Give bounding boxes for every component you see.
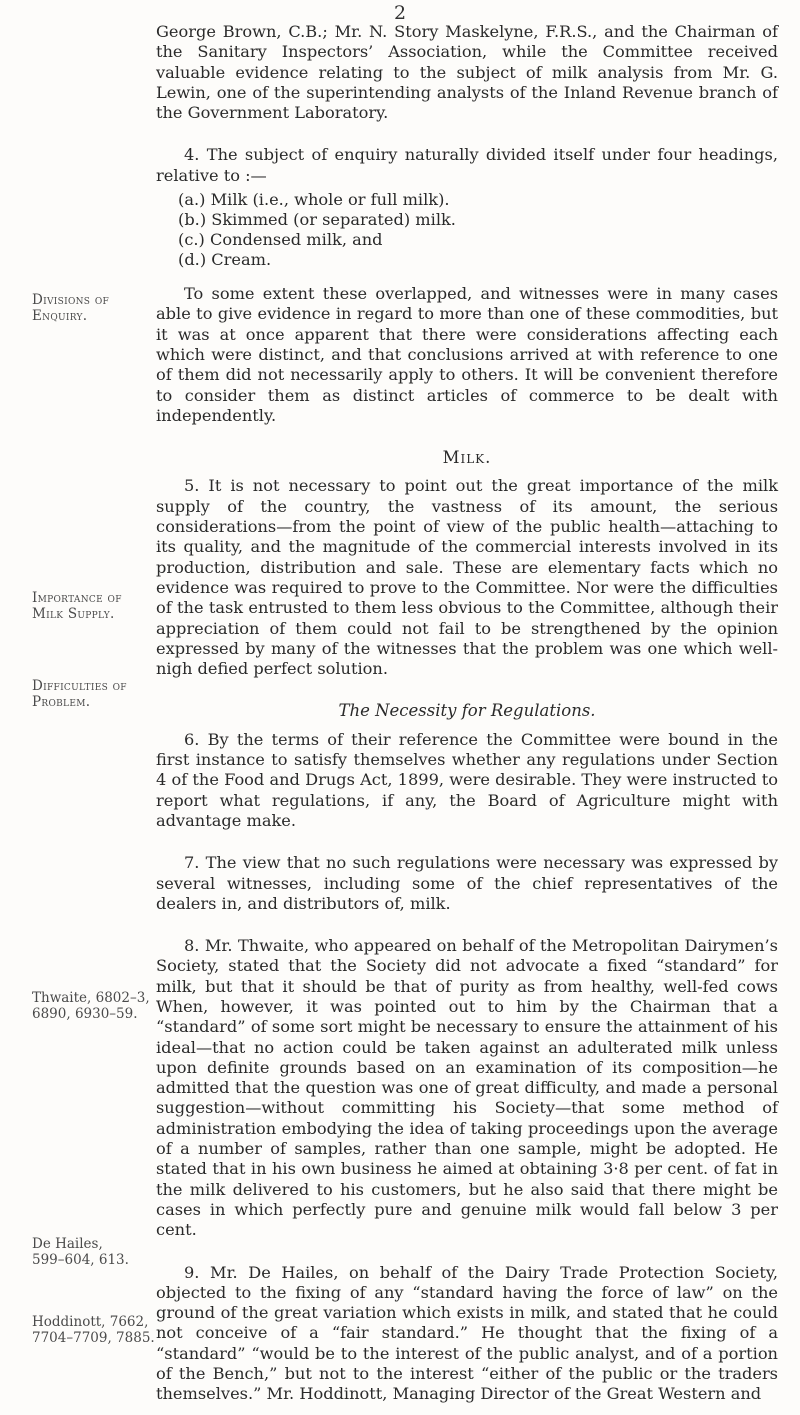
document-body [156, 22, 778, 1415]
list-item: (c.) Condensed milk, and [178, 230, 383, 250]
paragraph-4: 4. The subject of enquiry naturally divided itself under four headings, relative to :— [156, 145, 778, 185]
margin-line: Problem. [32, 694, 91, 710]
margin-line: De Hailes, [32, 1236, 103, 1252]
margin-line: Thwaite, 6802–3, [32, 990, 150, 1006]
margin-line: Difficulties of [32, 678, 127, 694]
paragraph-8: 8. Mr. Thwaite, who appeared on behalf of the Metropolitan Dairymen’s Society, stated that the Society did not advocate a fixed “standard” for milk, but that it should be that of purity as from healthy, well-fed cows When, however, it was pointed out to him by the Chairman that a “standard” of some sort might be necessary to ensure the attainment of his ideal—that no action could be taken against an adulterated milk unless upon definite grounds based on an examination of its composition—he admitted that the question was one of great difficulty, and made a personal suggestion—without committing his Society—that some method of administration embodying the idea of taking proceedings upon the average of a number of samples, rather than one sample, might be adopted. He stated that in his own business he aimed at obtaining 3·8 per cent. of fat in the milk delivered to his customers, but he also said that there might be cases in which perfectly pure and genuine milk would fall below 3 per cent. [156, 936, 778, 1240]
margin-note-importance [32, 590, 152, 622]
intro-paragraph: George Brown, C.B.; Mr. N. Story Maskelyne, F.R.S., and the Chairman of the Sanitary Inspectors’ Association, while the Committee received valuable evidence relating to the subject of milk analysis from Mr. G. Lewin, one of the superintending analysts of the Inland Revenue branch of the Government Laboratory. [156, 22, 778, 123]
section-heading-milk: Milk. [442, 448, 492, 468]
list-item: (b.) Skimmed (or separated) milk. [178, 210, 456, 230]
margin-note-difficulties [32, 678, 152, 710]
paragraph-9: 9. Mr. De Hailes, on behalf of the Dairy Trade Protection Society, objected to the fixing of any “standard having the force of law” on the ground of the great variation which exists in milk, and stated that he could not conceive of a “fair standard.” He thought that the fixing of a “standard” “would be to the interest of the public analyst, and of a portion of the Bench,” but not to the interest “either of the public or the traders themselves.” Mr. Hoddinott, Managing Director of the Great Western and [156, 1262, 778, 1404]
paragraph-overlap: To some extent these overlapped, and witnesses were in many cases able to give evidence in regard to more than one of these commodities, but it was at once apparent that there were considerations affecting each which were distinct, and that conclusions arrived at with reference to one of them did not necessarily apply to others. It will be convenient therefore to consider them as distinct articles of commerce to be dealt with independently. [156, 284, 778, 425]
margin-line: 7704–7709, 7885. [32, 1330, 155, 1346]
section-heading-necessity: The Necessity for Regulations. [338, 701, 596, 721]
paragraph-6: 6. By the terms of their reference the Committee were bound in the first instance to satisfy themselves whether any regulations under Section 4 of the Food and Drugs Act, 1899, were desirable. They were instructed to report what regulations, if any, the Board of Agriculture might with advantage make. [156, 729, 778, 830]
margin-note-divisions [32, 292, 152, 324]
margin-note-de-hailes [32, 1236, 152, 1268]
margin-line: Hoddinott, 7662, [32, 1314, 149, 1330]
margin-note-hoddinott [32, 1314, 155, 1346]
list-item: (d.) Cream. [178, 250, 272, 270]
margin-line: Importance of [32, 590, 122, 606]
margin-line: 6890, 6930–59. [32, 1006, 138, 1022]
margin-line: Divisions of [32, 292, 110, 308]
margin-line: Milk Supply. [32, 606, 115, 622]
margin-line: Enquiry. [32, 308, 88, 324]
paragraph-5: 5. It is not necessary to point out the great importance of the milk supply of the country, the vastness of its amount, the serious considerations—from the point of view of the public health—attaching to its quality, and the magnitude of the commercial interests involved in its production, distribution and sale. These are elementary facts which no evidence was required to prove to the Committee. Nor were the difficulties of the task entrusted to them less obvious to the Committee, although their appreciation of them could not fail to be strengthened by the opinion expressed by many of the witnesses that the problem was one which well-nigh defied perfect solution. [156, 476, 778, 679]
headings-list [178, 190, 778, 270]
margin-note-thwaite [32, 990, 152, 1022]
paragraph-7: 7. The view that no such regulations were necessary was expressed by several witnesses, including some of the chief representatives of the dealers in, and distributors of, milk. [156, 853, 778, 913]
list-item: (a.) Milk (i.e., whole or full milk). [178, 190, 450, 210]
page-number: 2 [393, 2, 407, 24]
margin-line: 599–604, 613. [32, 1252, 129, 1268]
